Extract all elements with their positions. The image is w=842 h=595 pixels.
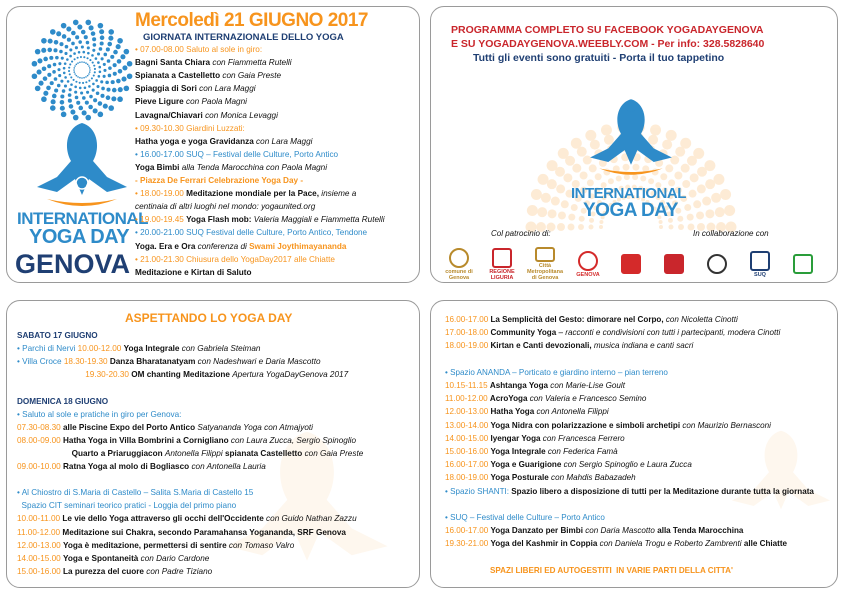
program-text: 11.00-12.00 bbox=[445, 394, 490, 404]
program-line bbox=[135, 97, 247, 107]
program-text: insieme a bbox=[321, 189, 357, 199]
program-text: • 20.00-21.00 SUQ Festival delle Culture, Porto Antico, Tendone bbox=[135, 228, 368, 238]
program-line bbox=[445, 447, 618, 457]
program-text: 14.00-15.00 bbox=[445, 433, 491, 443]
program-line bbox=[17, 436, 356, 446]
program-text: DOMENICA 18 GIUGNO bbox=[17, 396, 109, 406]
program-line bbox=[17, 370, 348, 380]
program-text: Valeria Maggiali e Fiammetta Rutelli bbox=[253, 215, 385, 225]
program-text: 18.00-19.00 bbox=[445, 341, 491, 351]
program-line bbox=[135, 124, 245, 134]
program-text: con Daniela Trogu e Roberto Zambrenti bbox=[599, 539, 744, 549]
program-text: 18.00-19.00 bbox=[445, 473, 491, 483]
program-line bbox=[445, 368, 668, 378]
program-text: La Semplicità del Gesto: dimorare nel Corpo, bbox=[490, 315, 666, 324]
program-text: 10.15-11.15 bbox=[445, 381, 490, 390]
program-line bbox=[135, 242, 346, 252]
program-text: 11.00-12.00 bbox=[17, 527, 63, 537]
program-text: 08.00-09.00 bbox=[17, 435, 63, 445]
program-text bbox=[17, 475, 19, 484]
yogi-watermark bbox=[207, 421, 407, 588]
program-text: con Sergio Spinoglio e Laura Zucca bbox=[563, 460, 692, 470]
program-text: Quarto a Priaruggiacon bbox=[17, 448, 165, 458]
program-line bbox=[445, 553, 447, 563]
program-text: Yoga Flash mob: bbox=[186, 215, 254, 225]
program-line bbox=[445, 473, 636, 483]
program-text: Kirtan e Canti devozionali, bbox=[490, 341, 594, 351]
program-text: 07.30-08.30 bbox=[17, 422, 63, 432]
program-text: con Francesca Ferrero bbox=[542, 433, 625, 443]
program-text: Yoga Integrale bbox=[490, 447, 548, 456]
sponsor-logo bbox=[482, 247, 522, 281]
sponsor-logo bbox=[654, 247, 694, 281]
program-line bbox=[17, 541, 294, 551]
sponsor-emblem bbox=[492, 248, 512, 268]
program-text: Pieve Ligure bbox=[135, 97, 186, 107]
program-text: Meditazione mondiale per la Pace, bbox=[186, 189, 322, 199]
program-line bbox=[17, 514, 357, 524]
collaborazione-label: In collaborazione con bbox=[693, 229, 769, 238]
program-text: 18.30-19.30 bbox=[63, 357, 110, 367]
program-text: La purezza del cuore bbox=[62, 566, 147, 576]
program-text: • Al Chiostro di S.Maria di Castello – Salita S.Maria di Castello 15 bbox=[17, 488, 254, 498]
program-text: Community Yoga bbox=[490, 328, 559, 338]
program-text: con Tomaso Valro bbox=[228, 540, 295, 550]
logo-genova: GENOVA bbox=[15, 249, 131, 279]
program-line bbox=[17, 383, 19, 393]
program-text: alla Tenda Marocchina con Paola Magni bbox=[181, 162, 328, 172]
program-line bbox=[17, 331, 98, 341]
program-text: 12.00-13.00 bbox=[17, 540, 63, 550]
program-text: con Nicoletta Cinotti bbox=[665, 315, 738, 324]
program-text: spianata Castelletto bbox=[224, 448, 305, 458]
program-text: Danza Bharatanatyam bbox=[109, 357, 198, 367]
logo-international-2: INTERNATIONAL bbox=[571, 185, 686, 202]
program-text: Satyananda Yoga con Atmajyoti bbox=[197, 422, 313, 432]
sponsor-emblem bbox=[535, 247, 555, 262]
sponsor-emblem bbox=[750, 251, 770, 271]
program-text: AcroYoga bbox=[489, 394, 530, 404]
program-line bbox=[445, 513, 605, 523]
program-text: • 19.00-19.45 bbox=[135, 215, 187, 225]
program-text: Spiaggia di Sori bbox=[135, 84, 200, 94]
panel-waiting-yoga-day bbox=[6, 300, 420, 588]
program-line bbox=[135, 255, 335, 265]
sponsor-logo bbox=[740, 247, 780, 281]
mandala-logo bbox=[27, 15, 137, 125]
program-text: Antonella Filippi bbox=[164, 448, 225, 458]
program-line bbox=[135, 215, 385, 225]
program-line bbox=[445, 355, 447, 365]
program-text: 10.00-11.00 bbox=[17, 514, 63, 524]
free-events-text: Tutti gli eventi sono gratuiti - Porta il tuo tappetino bbox=[473, 52, 725, 64]
program-line bbox=[445, 539, 787, 549]
program-line bbox=[445, 341, 693, 351]
program-line bbox=[135, 228, 367, 238]
program-text: • 09.30-10.30 Giardini Luzzati: bbox=[135, 123, 245, 133]
program-line bbox=[135, 84, 256, 94]
logo-international: INTERNATIONAL bbox=[17, 209, 149, 228]
section-title: ASPETTANDO LO YOGA DAY bbox=[125, 311, 293, 325]
program-line bbox=[135, 176, 303, 186]
program-text: centinaia di altri luoghi nel mondo: yogaunited.org bbox=[135, 202, 316, 212]
panel-info-sponsors bbox=[430, 6, 838, 283]
program-text: Swami Joythimayananda bbox=[249, 241, 347, 251]
sponsor-label: GENOVA bbox=[576, 271, 600, 278]
program-text: Lavagna/Chiavari bbox=[135, 110, 206, 120]
patrocinio-label: Col patrocinio di: bbox=[491, 229, 551, 238]
program-text: • 07.00-08.00 Saluto al sole in giro: bbox=[135, 45, 263, 54]
program-text: con Gabriela Steiman bbox=[181, 344, 261, 354]
program-line bbox=[445, 566, 733, 576]
program-text: 15.00-16.00 bbox=[445, 447, 491, 456]
program-line bbox=[135, 202, 315, 212]
program-text: con Valeria e Francesco Semino bbox=[529, 394, 647, 404]
program-text: 10.00-12.00 bbox=[77, 344, 124, 354]
program-text: Yoga Danzato per Bimbi bbox=[490, 526, 586, 536]
program-text: Bagni Santa Chiara bbox=[135, 58, 213, 68]
sponsor-emblem bbox=[578, 251, 598, 271]
program-text: • 16.00-17.00 SUQ – Festival delle Culture, Porto Antico bbox=[135, 149, 339, 159]
program-text: 14.00-15.00 bbox=[17, 553, 63, 563]
program-text: 17.00-18.00 bbox=[445, 328, 491, 338]
program-text: con Lara Maggi bbox=[256, 136, 313, 146]
program-line bbox=[135, 111, 278, 121]
program-text: SPAZI LIBERI ED AUTOGESTITI IN VARIE PARTI DELLA CITTA' bbox=[445, 565, 733, 575]
program-text: • Spazio ANANDA – Porticato e giardino interno – pian terreno bbox=[445, 367, 668, 377]
program-text: con Gaia Preste bbox=[222, 71, 282, 81]
program-text bbox=[17, 383, 19, 392]
program-line bbox=[445, 526, 743, 536]
program-text: con Federica Famà bbox=[547, 447, 618, 456]
program-line bbox=[17, 567, 212, 577]
sponsor-emblem bbox=[664, 254, 684, 274]
panel-program-continued bbox=[430, 300, 838, 588]
yoga-couple-figure bbox=[27, 117, 137, 212]
sponsor-logo bbox=[611, 247, 651, 281]
program-text: con Mahdis Babazadeh bbox=[551, 473, 636, 483]
program-text: con Marie-Lise Goult bbox=[550, 381, 625, 390]
program-text: • 18.00-19.00 bbox=[135, 189, 187, 199]
program-text: Meditazione e Kirtan di Saluto bbox=[135, 267, 252, 277]
program-line bbox=[135, 189, 356, 199]
program-text: 15.00-16.00 bbox=[17, 566, 63, 576]
program-line bbox=[135, 268, 251, 278]
event-subtitle: GIORNATA INTERNAZIONALE DELLO YOGA bbox=[143, 32, 344, 43]
program-text: con Lara Maggi bbox=[199, 84, 256, 94]
program-text: - Piazza De Ferrari Celebrazione Yoga Day - bbox=[135, 176, 304, 185]
program-line bbox=[17, 410, 181, 420]
sponsor-logos bbox=[439, 247, 831, 281]
program-line bbox=[17, 462, 266, 472]
program-text: Yoga Bimbi bbox=[135, 162, 182, 172]
sponsor-label: SUQ bbox=[754, 271, 766, 278]
sponsor-emblem bbox=[793, 254, 813, 274]
program-text: Apertura YogaDayGenova 2017 bbox=[232, 370, 349, 380]
program-text: Yoga Nidra con polarizzazione e simboli archetipi bbox=[490, 420, 683, 430]
program-text: Yoga del Kashmir in Coppia bbox=[490, 539, 600, 549]
program-line bbox=[445, 315, 738, 325]
program-text: • SUQ – Festival delle Culture – Porto Antico bbox=[445, 513, 605, 522]
program-text: conferenza di bbox=[197, 241, 250, 251]
program-text: – racconti e condivisioni con tutti i partecipanti, modera Cinotti bbox=[558, 328, 781, 338]
program-line bbox=[135, 58, 292, 68]
program-text: • Villa Croce bbox=[17, 357, 64, 367]
program-text: Yoga è meditazione, permettersi di sentire bbox=[62, 540, 229, 550]
logo-yoga-day: YOGA DAY bbox=[29, 226, 130, 248]
program-text: Yoga. Era e Ora bbox=[135, 241, 198, 251]
program-text: Hatha Yoga bbox=[490, 407, 537, 417]
phone-text: - Per info: 328.5828640 bbox=[648, 38, 765, 50]
program-text: Ratna Yoga al molo di Bogliasco bbox=[62, 462, 192, 471]
program-line bbox=[17, 449, 363, 459]
program-line bbox=[17, 554, 209, 564]
program-line bbox=[445, 421, 771, 431]
program-text: • Parchi di Nervi bbox=[17, 344, 78, 354]
program-line bbox=[135, 150, 338, 160]
program-text: Spazio CIT seminari teorico pratici - Loggia del primo piano bbox=[17, 501, 237, 511]
program-text: 09.00-10.00 bbox=[17, 462, 63, 471]
program-text: con Fiammetta Rutelli bbox=[212, 58, 292, 68]
program-line bbox=[445, 434, 625, 444]
program-text: OM chanting Meditazione bbox=[131, 370, 233, 380]
program-line bbox=[445, 487, 814, 497]
program-text: 16.00-17.00 bbox=[445, 315, 491, 324]
program-text: 19.30-20.30 bbox=[17, 370, 132, 380]
info-header-1: PROGRAMMA COMPLETO SU FACEBOOK YOGADAYGENOVA bbox=[451, 24, 764, 36]
program-text: con Monica Levaggi bbox=[205, 110, 278, 120]
program-line bbox=[135, 163, 327, 173]
program-text: con Dario Cardone bbox=[140, 553, 210, 563]
program-text: alle Chiatte bbox=[743, 539, 788, 549]
program-line bbox=[17, 344, 260, 354]
event-date: Mercoledì 21 GIUGNO 2017 bbox=[135, 10, 368, 31]
program-text: Hatha yoga e yoga Gravidanza bbox=[135, 136, 257, 146]
program-text: Meditazione sui Chakra, secondo Paramahansa Yogananda, SRF Genova bbox=[62, 527, 346, 537]
program-line bbox=[445, 500, 447, 510]
program-text: Iyengar Yoga bbox=[490, 433, 543, 443]
program-text: con Padre Tiziano bbox=[146, 566, 213, 576]
program-text: • Saluto al sole e pratiche in giro per Genova: bbox=[17, 409, 182, 419]
program-text: Yoga Integrale bbox=[123, 344, 182, 354]
program-text: con Nadeshwari e Daria Mascotto bbox=[197, 357, 321, 367]
program-text: 12.00-13.00 bbox=[445, 407, 491, 417]
program-line bbox=[135, 45, 262, 55]
program-line bbox=[17, 423, 313, 433]
program-line bbox=[445, 328, 780, 338]
sponsor-emblem bbox=[707, 254, 727, 274]
program-line bbox=[17, 501, 236, 511]
program-text: Le vie dello Yoga attraverso gli occhi dell'Occidente bbox=[62, 514, 267, 524]
program-text: con Paola Magni bbox=[185, 97, 247, 107]
program-line bbox=[17, 357, 321, 367]
program-text bbox=[445, 355, 447, 364]
program-text: con Laura Zucca, Sergio Spinoglio bbox=[230, 435, 357, 445]
program-text: Yoga e Spontaneità bbox=[62, 553, 141, 563]
program-line bbox=[17, 475, 19, 485]
program-text: Ashtanga Yoga bbox=[489, 381, 551, 390]
program-line bbox=[445, 394, 646, 404]
program-text: 19.30-21.00 bbox=[445, 539, 491, 549]
program-text: con Antonella Filippi bbox=[536, 407, 609, 417]
yoga-couple-figure-2 bbox=[581, 93, 681, 181]
sponsor-emblem bbox=[621, 254, 641, 274]
program-line bbox=[135, 137, 312, 147]
sponsor-label: REGIONE LIGURIA bbox=[489, 268, 515, 281]
program-line bbox=[17, 488, 253, 498]
program-text: con Maurizio Bernasconi bbox=[682, 420, 771, 430]
program-text: musica indiana e canti sacri bbox=[593, 341, 694, 351]
sponsor-logo bbox=[525, 247, 565, 281]
program-text: Spianata a Castelletto bbox=[135, 71, 223, 81]
panel-yoga-day-program bbox=[6, 6, 420, 283]
website-text: E SU YOGADAYGENOVA.WEEBLY.COM bbox=[451, 38, 649, 50]
program-line bbox=[17, 397, 108, 407]
program-text: alle Piscine Expo del Porto Antico bbox=[62, 422, 198, 432]
program-line bbox=[445, 407, 609, 417]
program-line bbox=[445, 460, 692, 470]
program-text: Yoga Posturale bbox=[490, 473, 552, 483]
program-text: con Daria Mascotto bbox=[585, 526, 658, 536]
program-text: 16.00-17.00 bbox=[445, 526, 491, 536]
program-text: con Antonella Lauria bbox=[191, 462, 266, 471]
program-line bbox=[17, 528, 346, 538]
program-text: 13.00-14.00 bbox=[445, 420, 491, 430]
sponsor-logo bbox=[568, 247, 608, 281]
program-text: Yoga e Guarigione bbox=[490, 460, 564, 470]
program-text: Spazio libero a disposizione di tutti per la Meditazione durante tutta la giornata bbox=[511, 486, 814, 496]
program-text: • 21.00-21.30 Chiusura dello YogaDay2017 alle Chiatte bbox=[135, 254, 335, 264]
program-text: 16.00-17.00 bbox=[445, 460, 491, 470]
program-text: con Guido Nathan Zazzu bbox=[266, 514, 357, 524]
logo-yoga-day-2: YOGA DAY bbox=[583, 200, 678, 221]
program-text: SABATO 17 GIUGNO bbox=[17, 331, 98, 340]
sponsor-logo bbox=[439, 247, 479, 281]
sponsor-label: Città Metropolitana di Genova bbox=[526, 263, 564, 281]
program-line bbox=[445, 381, 625, 391]
program-text: • Spazio SHANTI: bbox=[445, 486, 512, 496]
sponsor-logo bbox=[783, 247, 823, 281]
program-text: con Gaia Preste bbox=[304, 448, 364, 458]
program-text bbox=[445, 500, 447, 509]
program-text: Hatha Yoga in Villa Bombrini a Cornigliano bbox=[62, 435, 231, 445]
program-text bbox=[445, 553, 447, 562]
sponsor-emblem bbox=[449, 248, 469, 268]
info-header-2 bbox=[451, 39, 764, 49]
sponsor-label: comune di Genova bbox=[445, 268, 473, 281]
program-text: alla Tenda Marocchina bbox=[657, 526, 744, 536]
program-line bbox=[135, 71, 281, 81]
sponsor-logo bbox=[697, 247, 737, 281]
